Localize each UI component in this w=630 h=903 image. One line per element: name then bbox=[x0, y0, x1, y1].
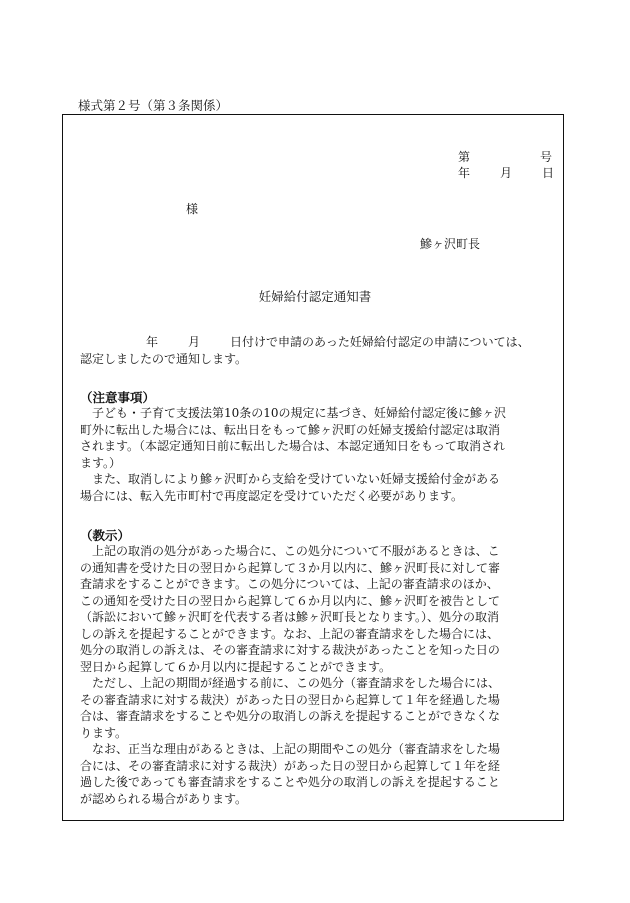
notes-line: 子ども・子育て支援法第10条の10の規定に基づき、妊婦給付認定後に鰺ヶ沢 bbox=[92, 406, 507, 420]
document-number-line bbox=[458, 148, 552, 165]
instruction-line: 合には、その審査請求に対する裁決）があった日の翌日から起算して１年を経 bbox=[80, 758, 500, 773]
instruction-line: （訴訟において鰺ヶ沢町を代表する者は鰺ヶ沢町長となります。）、処分の取消 bbox=[80, 610, 500, 624]
instruction-line: その審査請求に対する裁決）があった日の翌日から起算して１年を経過した場 bbox=[80, 692, 500, 707]
body-month: 月 bbox=[188, 335, 201, 349]
instruction-line: の通知書を受けた日の翌日から起算して３か月以内に、鰺ヶ沢町長に対して審 bbox=[80, 560, 501, 575]
form-number: 様式第２号（第３条関係） bbox=[78, 98, 229, 113]
notes-heading: （注意事項） bbox=[80, 390, 156, 405]
instruction-line: ります。 bbox=[80, 725, 128, 740]
instruction-line: 翌日から起算して６か月以内に提起することができます。 bbox=[80, 659, 392, 674]
instruction-line: 過した後であっても審査請求をすることや処分の取消しの訴えを提起すること bbox=[80, 775, 500, 789]
document-title: 妊婦給付認定通知書 bbox=[258, 289, 372, 304]
notes-line: ます。） bbox=[80, 455, 122, 470]
body-line-1 bbox=[80, 334, 558, 351]
number-suffix: 号 bbox=[540, 150, 553, 164]
notes-line: また、取消しにより鰺ヶ沢町から支給を受けていない妊婦支援給付金がある bbox=[92, 472, 501, 486]
number-prefix: 第 bbox=[458, 150, 471, 164]
instruction-line: この通知を受けた日の翌日から起算して６か月以内に、鰺ヶ沢町を被告として bbox=[80, 593, 501, 608]
body-text bbox=[80, 334, 558, 367]
date-day: 日 bbox=[542, 166, 555, 180]
instruction-heading: （教示） bbox=[80, 528, 131, 543]
body-line-2: 認定しましたので通知します。 bbox=[80, 351, 248, 366]
instruction-line: 上記の取消の処分があった場合に、この処分について不服があるときは、こ bbox=[92, 544, 500, 558]
recipient-suffix: 様 bbox=[186, 202, 199, 216]
instruction-line: しの訴えを提起することができます。なお、上記の審査請求をした場合には、 bbox=[80, 626, 500, 641]
body-line-1-text: 日付けで申請のあった妊婦給付認定の申請については、 bbox=[230, 335, 530, 349]
date-month: 月 bbox=[500, 166, 513, 180]
instruction-line: が認められる場合があります。 bbox=[80, 791, 248, 806]
issue-date-line bbox=[458, 164, 554, 181]
instruction-line: 査請求をすることができます。この処分については、上記の審査請求のほか、 bbox=[80, 577, 499, 591]
instruction-line: 処分の取消しの訴えは、その審査請求に対する裁決があったことを知った日の bbox=[80, 643, 500, 657]
instruction-line: なお、正当な理由があるときは、上記の期間やこの処分（審査請求をした場 bbox=[92, 742, 501, 756]
instruction-line: ただし、上記の期間が経過する前に、この処分（審査請求をした場合には、 bbox=[92, 676, 501, 690]
date-year: 年 bbox=[458, 166, 471, 180]
body-year: 年 bbox=[146, 335, 159, 349]
notes-line: されます。（本認定通知日前に転出した場合は、本認定通知日をもって取消され bbox=[80, 439, 506, 453]
notes-line: 場合には、転入先市町村で再度認定を受けていただく必要があります。 bbox=[80, 488, 464, 503]
notes-text bbox=[80, 405, 558, 504]
instruction-text bbox=[80, 543, 558, 807]
notes-line: 町外に転出した場合には、転出日をもって鰺ヶ沢町の妊婦支援給付認定は取消 bbox=[80, 422, 501, 437]
issuer-name: 鰺ヶ沢町長 bbox=[420, 237, 481, 251]
instruction-line: 合は、審査請求をすることや処分の取消しの訴えを提起することができなくな bbox=[80, 709, 501, 723]
